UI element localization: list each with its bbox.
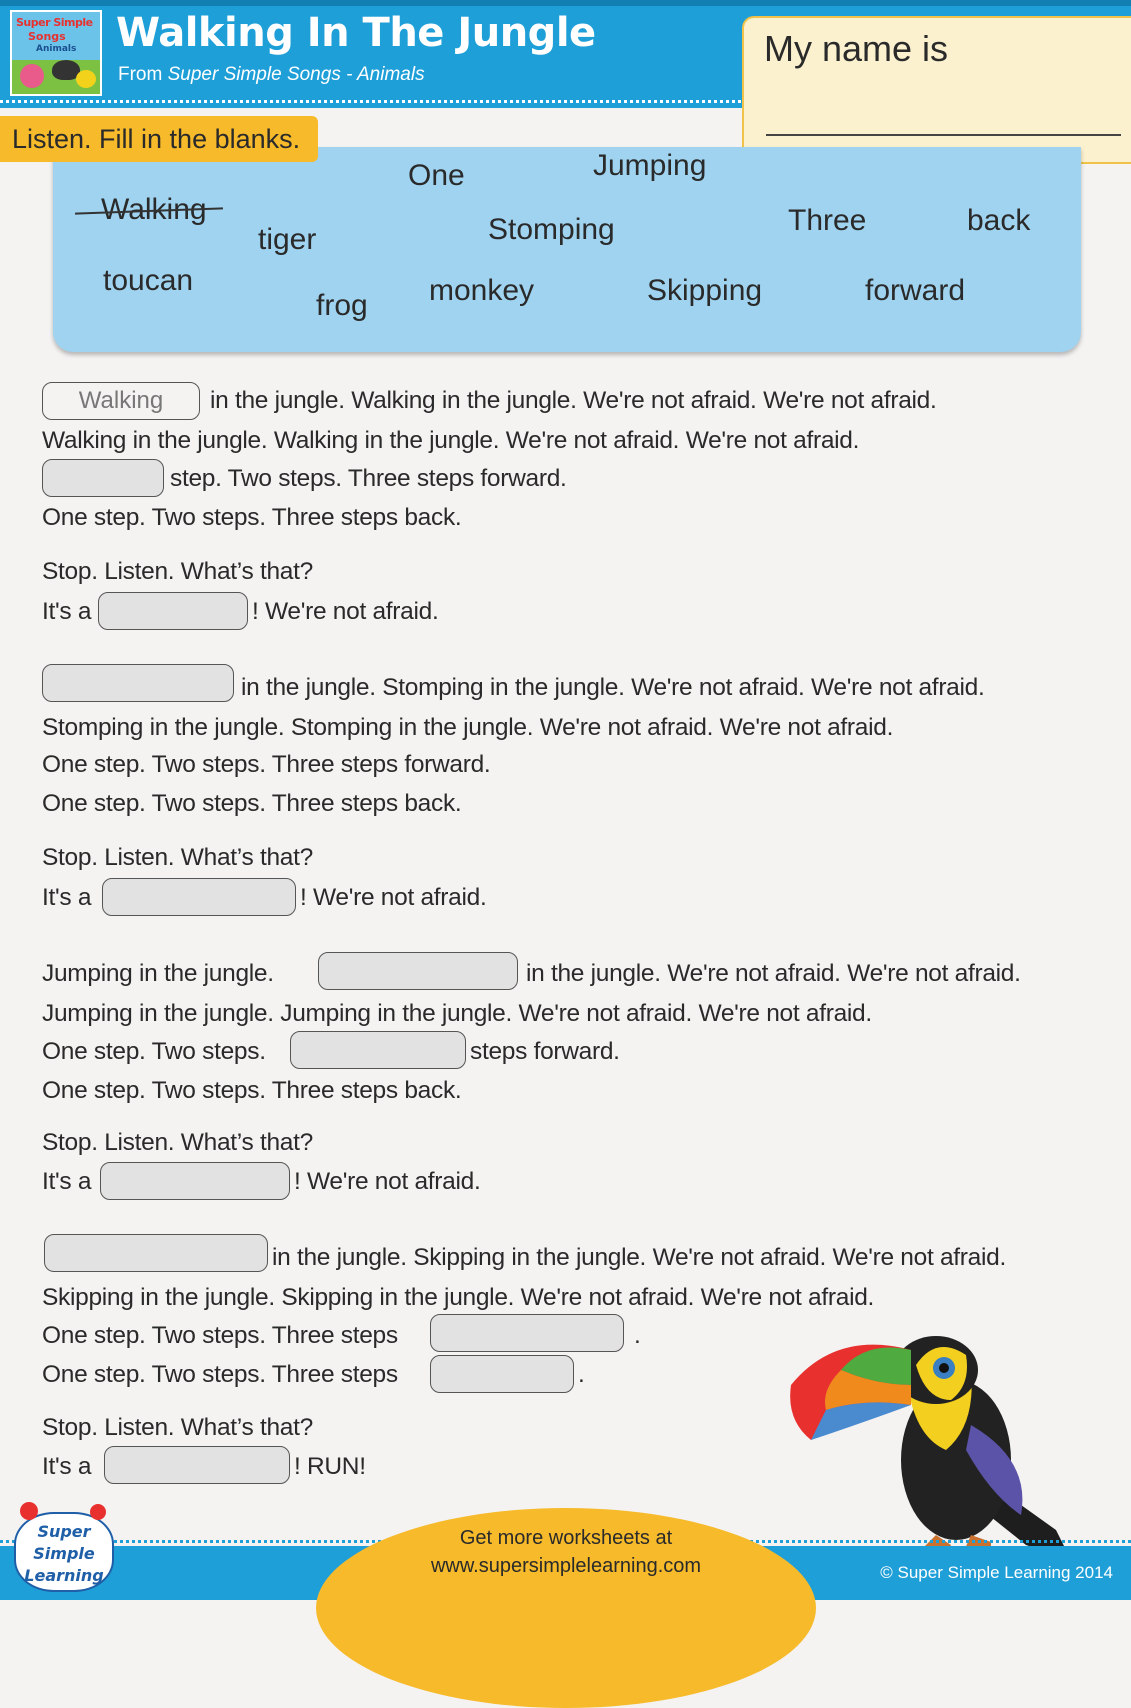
answer-blank[interactable] [44,1234,268,1272]
word-bank [53,147,1081,352]
answer-blank[interactable] [318,952,518,990]
lyric-line-prefix: One step. Two steps. [42,1038,266,1065]
header-top-strip [0,0,1131,6]
word-bank-word: frog [316,289,368,322]
lyric-line: in the jungle. Stomping in the jungle. We're not afraid. We're not afraid. [241,674,985,701]
lyric-line-prefix: It's a [42,1453,92,1480]
lyric-line: Stop. Listen. What’s that? [42,844,313,871]
lyric-line: step. Two steps. Three steps forward. [170,465,567,492]
lyric-line: Stop. Listen. What’s that? [42,558,313,585]
word-bank-word: Stomping [488,213,615,246]
pig-icon [20,64,44,88]
chick-icon [76,70,96,88]
answer-blank[interactable] [42,459,164,497]
footer-website-link[interactable]: www.supersimplelearning.com [430,1555,702,1577]
lyric-line: Skipping in the jungle. Skipping in the jungle. We're not afraid. We're not afraid. [42,1284,875,1311]
footer-promo-text: Get more worksheets at [459,1527,673,1549]
answer-blank[interactable] [430,1314,624,1352]
lyric-line-prefix: It's a [42,1168,92,1195]
answer-blank[interactable] [98,592,248,630]
lyric-line-prefix: It's a [42,598,92,625]
word-bank-word: toucan [103,264,194,297]
lyric-line: One step. Two steps. Three steps back. [42,1077,462,1104]
word-bank-word: monkey [429,274,535,307]
lyric-line-suffix: ! We're not afraid. [252,598,439,625]
logo-text-line1: Super [37,1522,91,1541]
word-bank-word: Three [788,204,867,237]
word-bank-word: One [408,159,465,192]
word-bank-word: Skipping [647,274,763,307]
album-title-line3: Animals [36,44,77,54]
name-card [742,16,1131,164]
logo-text-line2: Simple [33,1544,95,1563]
lyric-line: One step. Two steps. Three steps forward. [42,751,491,778]
lyric-line: Stop. Listen. What’s that? [42,1129,313,1156]
lyric-line: Stop. Listen. What’s that? [42,1414,313,1441]
answer-blank-example: Walking [42,382,200,420]
lyric-line-suffix: in the jungle. We're not afraid. We're not afraid. [526,960,1021,987]
lyric-line: in the jungle. Skipping in the jungle. We're not afraid. We're not afraid. [272,1244,1006,1271]
lyric-line-suffix: steps forward. [470,1038,620,1065]
ladybug-icon [90,1504,106,1520]
answer-blank[interactable] [102,878,296,916]
answer-blank[interactable] [290,1031,466,1069]
lyric-line: Walking in the jungle. Walking in the jungle. We're not afraid. We're not afraid. [42,427,860,454]
answer-blank[interactable] [100,1162,290,1200]
lyric-line-suffix: ! RUN! [294,1453,366,1480]
answer-blank[interactable] [104,1446,290,1484]
worksheet-subtitle: From Super Simple Songs - Animals [118,64,425,85]
word-bank-word: forward [865,274,966,307]
worksheet-title: Walking In The Jungle [116,10,596,56]
album-title-line2: Songs [28,30,66,43]
lyric-line-suffix: . [634,1322,641,1349]
lyric-line-suffix: . [578,1361,585,1388]
lyric-line-prefix: Jumping in the jungle. [42,960,274,987]
lyric-line: One step. Two steps. Three steps back. [42,504,462,531]
ladybug-icon [20,1502,38,1520]
lyric-line-prefix: One step. Two steps. Three steps [42,1322,398,1349]
lyric-line: One step. Two steps. Three steps back. [42,790,462,817]
album-title-line1: Super Simple [16,16,93,29]
copyright-notice: © Super Simple Learning 2014 [880,1563,1113,1582]
word-bank-word: tiger [258,223,317,256]
logo-text-line3: Learning [24,1566,104,1585]
instruction-label: Listen. Fill in the blanks. [0,116,318,162]
lyric-line-suffix: ! We're not afraid. [300,884,487,911]
word-bank-word: back [967,204,1031,237]
lyric-line-prefix: It's a [42,884,92,911]
word-bank-word: Walking [101,193,207,226]
name-label: My name is [764,28,949,69]
lyric-line: Stomping in the jungle. Stomping in the jungle. We're not afraid. We're not afraid. [42,714,894,741]
lyric-line: in the jungle. Walking in the jungle. We're not afraid. We're not afraid. [210,387,937,414]
lyric-line-suffix: ! We're not afraid. [294,1168,481,1195]
album-cover-image [10,10,102,96]
toucan-illustration [786,1330,1086,1570]
answer-blank[interactable] [430,1355,574,1393]
answer-blank[interactable] [42,664,234,702]
lyric-line-prefix: One step. Two steps. Three steps [42,1361,398,1388]
super-simple-learning-logo [14,1502,114,1594]
name-write-line[interactable] [766,134,1121,136]
word-bank-word: Jumping [593,149,707,182]
lyric-line: Jumping in the jungle. Jumping in the jungle. We're not afraid. We're not afraid. [42,1000,872,1027]
